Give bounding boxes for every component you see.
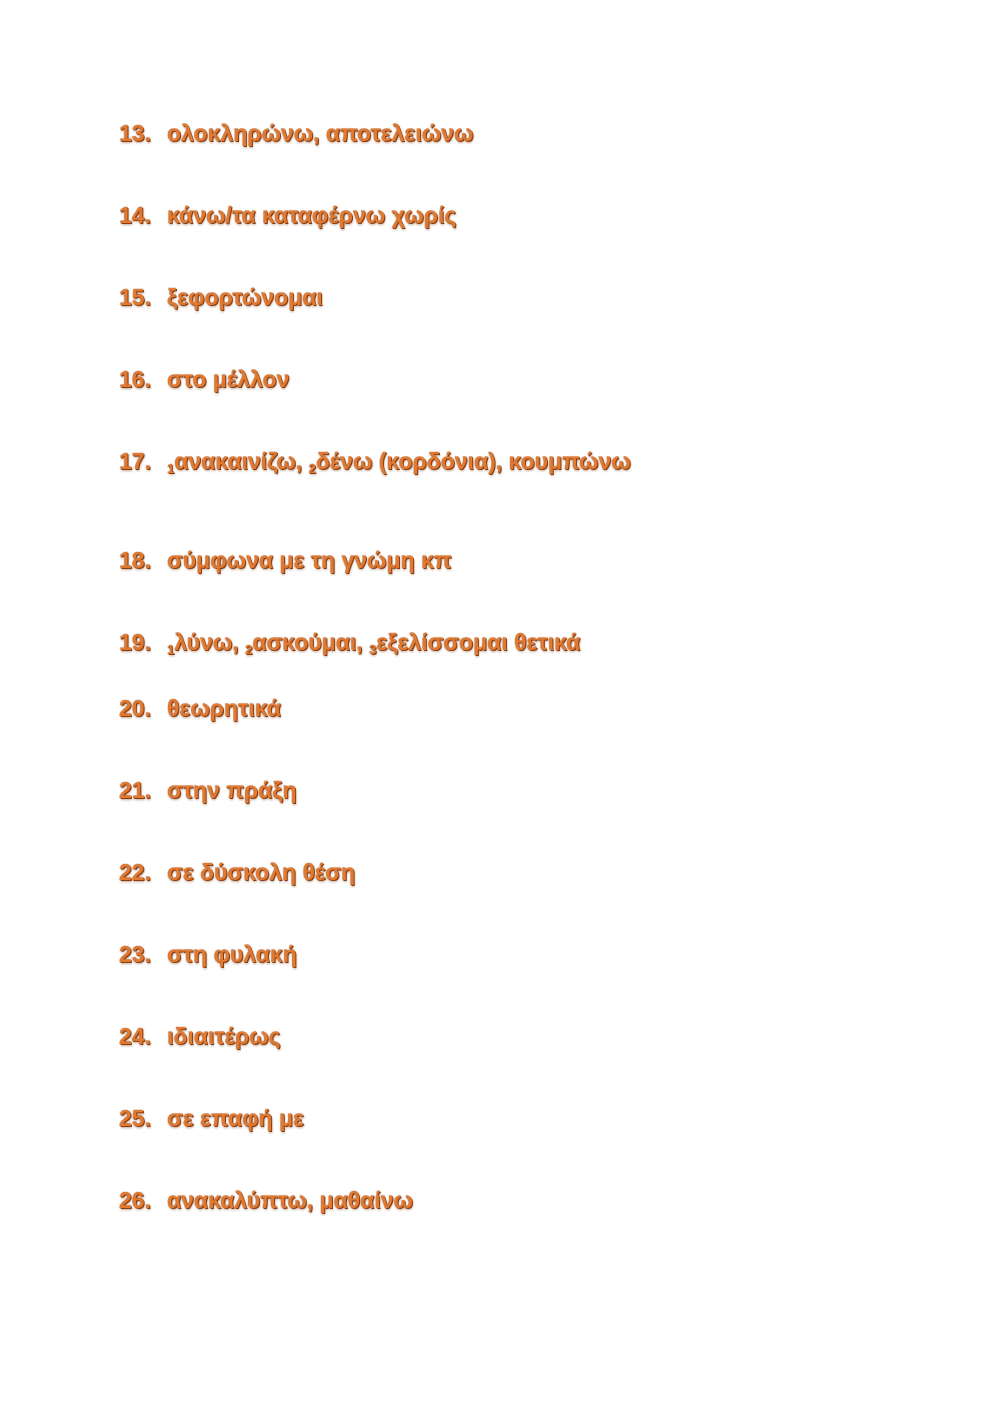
- item-text: ιδιαιτέρως: [167, 1023, 281, 1049]
- item-number: 25.: [119, 1105, 151, 1131]
- list-item-15: [119, 284, 323, 324]
- item-text: ξεφορτώνομαι: [167, 284, 323, 310]
- item-number: 13.: [119, 120, 151, 146]
- subscript: 1: [167, 642, 175, 657]
- item-number: 24.: [119, 1023, 151, 1049]
- item-number: 19.: [119, 629, 151, 655]
- item-number: 23.: [119, 941, 151, 967]
- list-item-26: [119, 1187, 413, 1227]
- item-text: σύμφωνα με τη γνώμη κπ: [167, 547, 452, 573]
- item-number: 15.: [119, 284, 151, 310]
- item-number: 22.: [119, 859, 151, 885]
- item-text: σε επαφή με: [167, 1105, 304, 1131]
- item-text: στη φυλακή: [167, 941, 297, 967]
- subscript: 3: [369, 642, 377, 657]
- subscript: 2: [245, 642, 253, 657]
- item-text: θεωρητικά: [167, 695, 281, 721]
- list-item-17: [119, 448, 631, 488]
- item-text: $_1$λύνω, $_2$ασκούμαι, $_3$εξελίσσομαι θετικά: [167, 629, 581, 657]
- item-number: 21.: [119, 777, 151, 803]
- list-item-14: [119, 202, 456, 242]
- item-text: κάνω/τα καταφέρνω χωρίς: [167, 202, 457, 228]
- list-item-13: [119, 120, 473, 160]
- item-text: στο μέλλον: [167, 366, 290, 392]
- item-number: 20.: [119, 695, 151, 721]
- list-item-25: [119, 1105, 304, 1145]
- subscript: 1: [167, 461, 175, 476]
- list-item-16: [119, 366, 289, 406]
- list-item-24: [119, 1023, 281, 1063]
- list-item-19: [119, 629, 580, 669]
- item-text: $_1$ανακαινίζω, $_2$δένω (κορδόνια), κουμπώνω: [167, 448, 631, 476]
- item-text: στην πράξη: [167, 777, 297, 803]
- item-number: 17.: [119, 448, 151, 474]
- item-text: ανακαλύπτω, μαθαίνω: [167, 1187, 413, 1213]
- item-number: 14.: [119, 202, 151, 228]
- item-number: 26.: [119, 1187, 151, 1213]
- list-item-23: [119, 941, 297, 981]
- list-item-21: [119, 777, 297, 817]
- list-item-20: [119, 695, 281, 735]
- item-text: σε δύσκολη θέση: [167, 859, 356, 885]
- item-number: 18.: [119, 547, 151, 573]
- list-item-18: [119, 547, 451, 587]
- item-number: 16.: [119, 366, 151, 392]
- item-text: ολοκληρώνω, αποτελειώνω: [167, 120, 474, 146]
- subscript: 2: [308, 461, 316, 476]
- list-item-22: [119, 859, 355, 899]
